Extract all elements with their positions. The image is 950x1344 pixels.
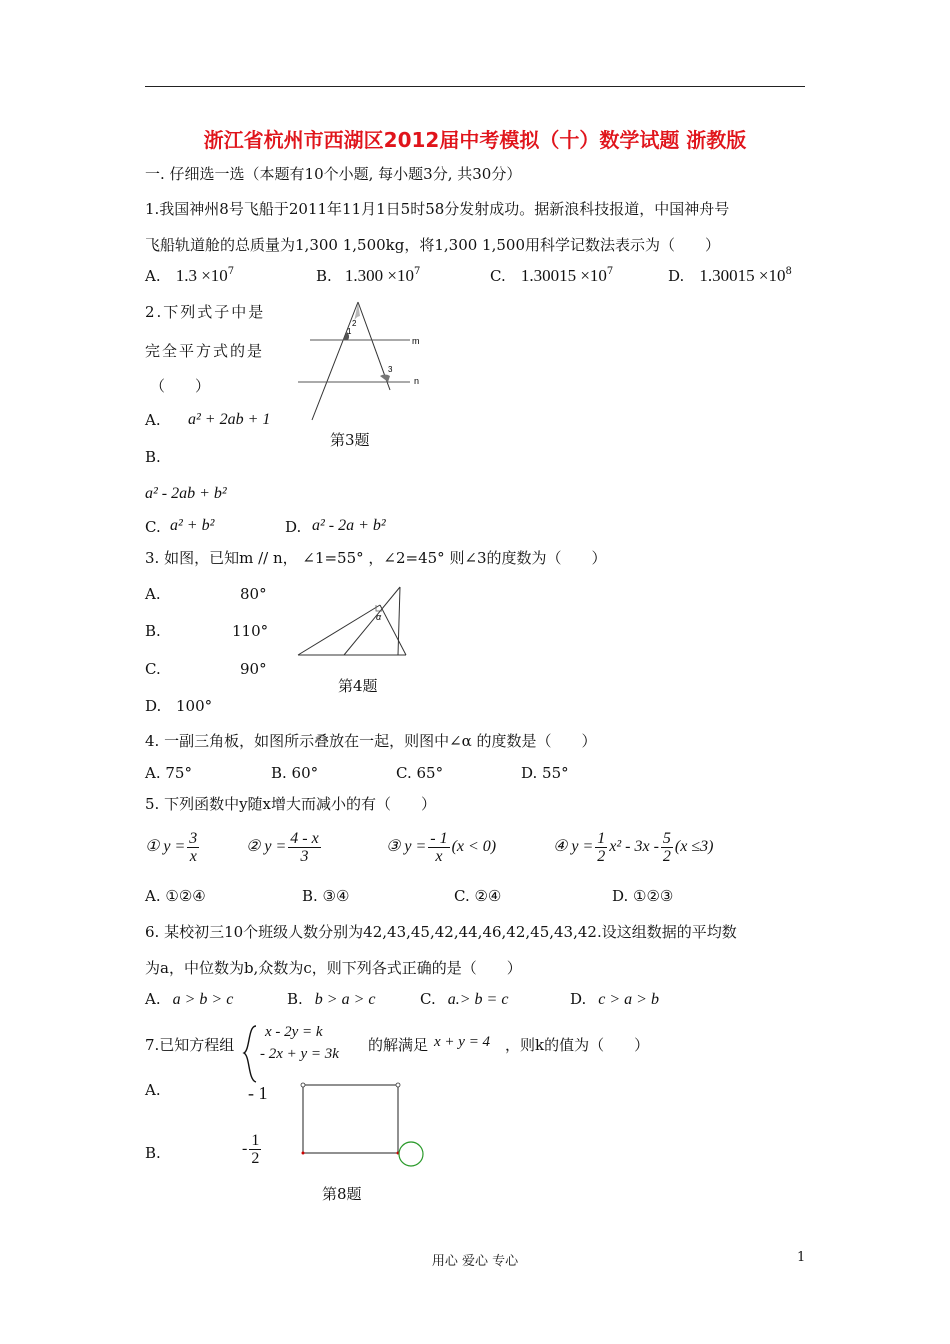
q4-option-d: D. 55° [521, 764, 569, 782]
q2-option-d: a² - 2a + b² [312, 517, 386, 534]
q3-option-a-label: A. [145, 585, 161, 603]
q6-option-b: B. b > a > c [287, 990, 376, 1008]
q6-line1: 6. 某校初三10个班级人数分别为42,43,45,42,44,46,42,45,43,42.设这组数据的平均数 [145, 923, 737, 941]
q2-option-c: a² + b² [170, 517, 215, 534]
q3-option-c: 90° [240, 660, 267, 678]
q3-option-d-label: D. [145, 697, 162, 715]
q6-option-d: D. c > a > b [570, 990, 659, 1008]
q2-option-b: a² - 2ab + b² [145, 485, 227, 502]
q2-line1: 2.下列式子中是 [145, 303, 266, 321]
q2-answer-blank: （ ） [150, 377, 211, 395]
q5-function-3: ③ y = $\frac{- 1}{x}$ (x < 0) [386, 830, 497, 865]
section-heading: 一. 仔细选一选（本题有10个小题, 每小题3分, 共30分） [145, 165, 522, 183]
header-rule [145, 86, 805, 87]
q7-condition: x + y = 4 [434, 1034, 491, 1050]
q1-option-d: D. $1.30015 \times 10^8$ [668, 266, 792, 285]
q7-option-a: - 1 [248, 1083, 268, 1103]
angle-2-label: 2 [352, 319, 357, 328]
q5-option-d: D. ①②③ [612, 887, 674, 905]
figure-3 [290, 296, 430, 446]
q5-function-1: ① y = $\frac{3}{x}$ [145, 830, 198, 865]
q5-function-4: ④ y = $\frac{1}{2}$ x² - 3x - $\frac{5}{2}$ (x ≤3) [553, 830, 714, 865]
q7-option-b-label: B. [145, 1144, 161, 1162]
q1-option-a: A. $1.3 \times 10^7$ [145, 266, 235, 285]
q6-line2: 为a，中位数为b,众数为c，则下列各式正确的是（ ） [145, 959, 522, 977]
system-brace [240, 1024, 260, 1084]
line-m-label: m [412, 336, 420, 346]
figure-3-caption: 第3题 [330, 431, 370, 449]
figure-4 [294, 583, 414, 659]
q7-equation-2: - 2x + y = 3k [260, 1046, 339, 1062]
alpha-label: α [376, 612, 382, 622]
q7-option-b: - $\frac{1}{2}$ [242, 1132, 260, 1167]
q5-function-2: ② y = $\frac{4 - x}{3}$ [246, 830, 319, 865]
q2-option-a: a² + 2ab + 1 [188, 411, 271, 428]
q4-option-b: B. 60° [271, 764, 319, 782]
q4-stem: 4. 一副三角板，如图所示叠放在一起，则图中∠α 的度数是（ ） [145, 732, 597, 750]
q2-line2: 完全平方式的是 [145, 342, 265, 360]
document-title: 浙江省杭州市西湖区2012届中考模拟（十）数学试题 浙教版 [203, 128, 747, 152]
figure-4-caption: 第4题 [338, 677, 378, 695]
page-number: 1 [797, 1250, 806, 1265]
q6-option-c: C. a.> b = c [420, 990, 509, 1008]
figure-8 [296, 1078, 428, 1170]
q7-option-a-label: A. [145, 1081, 161, 1099]
figure-8-caption: 第8题 [322, 1185, 362, 1203]
q3-option-a: 80° [240, 585, 267, 603]
q3-option-c-label: C. [145, 660, 161, 678]
angle-3-label: 3 [388, 365, 393, 374]
q2-option-a-label: A. [145, 411, 161, 429]
q7-prefix: 7.已知方程组 [145, 1036, 235, 1054]
q3-option-b-label: B. [145, 622, 161, 640]
q4-option-a: A. 75° [145, 764, 192, 782]
q5-option-c: C. ②④ [454, 887, 502, 905]
q3-option-b: 110° [232, 622, 269, 640]
q5-option-b: B. ③④ [302, 887, 350, 905]
angle-1-label: 1 [347, 327, 352, 336]
q3-option-d: 100° [176, 697, 213, 715]
q1-option-c: C. $1.30015 \times 10^7$ [490, 266, 614, 285]
q7-middle-text: 的解满足 [368, 1036, 429, 1054]
q1-line2: 飞船轨道舱的总质量为1,300 1,500kg，将1,300 1,500用科学记数法表示为（ ） [145, 236, 720, 254]
q7-equation-1: x - 2y = k [265, 1024, 323, 1040]
line-n-label: n [414, 376, 420, 386]
q6-option-a: A. a > b > c [145, 990, 234, 1008]
q1-option-b: B. $1.300 \times 10^7$ [316, 266, 421, 285]
q2-option-b-label: B. [145, 448, 161, 466]
q5-stem: 5. 下列函数中y随x增大而减小的有（ ） [145, 795, 437, 813]
q4-option-c: C. 65° [396, 764, 444, 782]
q2-option-d-label: D. [285, 518, 302, 536]
page-footer: 用心 爱心 专心 [431, 1254, 519, 1269]
q7-suffix: ，则k的值为（ ） [505, 1036, 650, 1054]
q2-option-c-label: C. [145, 518, 161, 536]
q3-stem: 3. 如图，已知m // n， ∠1=55° ，∠2=45° 则∠3的度数为（ ） [145, 549, 607, 567]
q5-option-a: A. ①②④ [145, 887, 206, 905]
q1-line1: 1.我国神州8号飞船于2011年11月1日5时58分发射成功。据新浪科技报道，中国神舟号 [145, 200, 730, 218]
